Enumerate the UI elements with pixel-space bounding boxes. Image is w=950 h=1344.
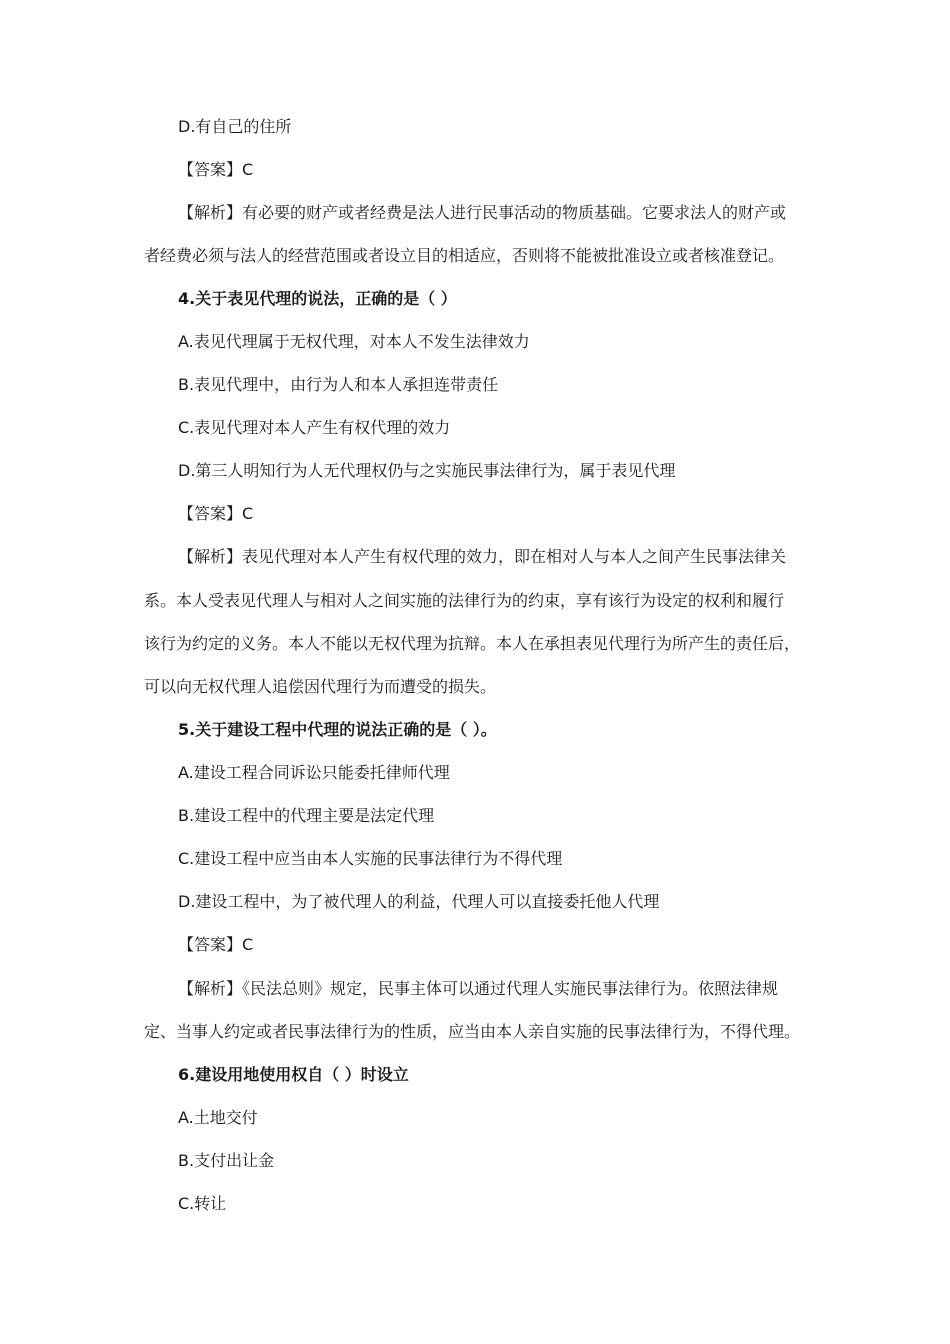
question-5: 5.关于建设工程中代理的说法正确的是（ ）。	[178, 720, 497, 739]
option-b-q6: B.支付出让金	[178, 1151, 275, 1170]
analysis-q3-line2: 者经费必须与法人的经营范围或者设立目的相适应，否则将不能被批准设立或者核准登记。	[144, 246, 785, 265]
analysis-q5-line2: 定、当事人约定或者民事法律行为的性质，应当由本人亲自实施的民事法律行为，不得代理。	[144, 1022, 801, 1041]
option-a-q5: A.建设工程合同诉讼只能委托律师代理	[178, 763, 450, 782]
option-b-q4: B.表见代理中，由行为人和本人承担连带责任	[178, 375, 499, 394]
analysis-q4-line3: 该行为约定的义务。本人不能以无权代理为抗辩。本人在承担表见代理行为所产生的责任后，	[144, 634, 801, 653]
answer-q4: 【答案】C	[178, 504, 254, 523]
option-c-q6: C.转让	[178, 1194, 227, 1213]
answer-q5: 【答案】C	[178, 935, 254, 954]
analysis-q4-line2: 系。本人受表见代理人与相对人之间实施的法律行为的约束，享有该行为设定的权利和履行	[144, 591, 785, 610]
question-6: 6.建设用地使用权自（ ）时设立	[178, 1065, 409, 1084]
option-c-q4: C.表见代理对本人产生有权代理的效力	[178, 418, 451, 437]
option-d-q5: D.建设工程中，为了被代理人的利益，代理人可以直接委托他人代理	[178, 892, 660, 911]
option-d-q4: D.第三人明知行为人无代理权仍与之实施民事法律行为，属于表见代理	[178, 461, 676, 480]
analysis-q4-line4: 可以向无权代理人追偿因代理行为而遭受的损失。	[144, 677, 497, 696]
option-d-q3: D.有自己的住所	[178, 117, 292, 136]
analysis-q4-line1: 【解析】表见代理对本人产生有权代理的效力，即在相对人与本人之间产生民事法律关	[178, 547, 787, 566]
analysis-q5-line1: 【解析】《民法总则》规定，民事主体可以通过代理人实施民事法律行为。依照法律规	[178, 979, 779, 998]
option-a-q4: A.表见代理属于无权代理，对本人不发生法律效力	[178, 332, 530, 351]
question-4: 4.关于表见代理的说法，正确的是（ ）	[178, 289, 457, 308]
option-b-q5: B.建设工程中的代理主要是法定代理	[178, 806, 435, 825]
analysis-q3-line1: 【解析】有必要的财产或者经费是法人进行民事活动的物质基础。它要求法人的财产或	[178, 203, 787, 222]
option-c-q5: C.建设工程中应当由本人实施的民事法律行为不得代理	[178, 849, 563, 868]
option-a-q6: A.土地交付	[178, 1108, 258, 1127]
answer-q3: 【答案】C	[178, 160, 254, 179]
